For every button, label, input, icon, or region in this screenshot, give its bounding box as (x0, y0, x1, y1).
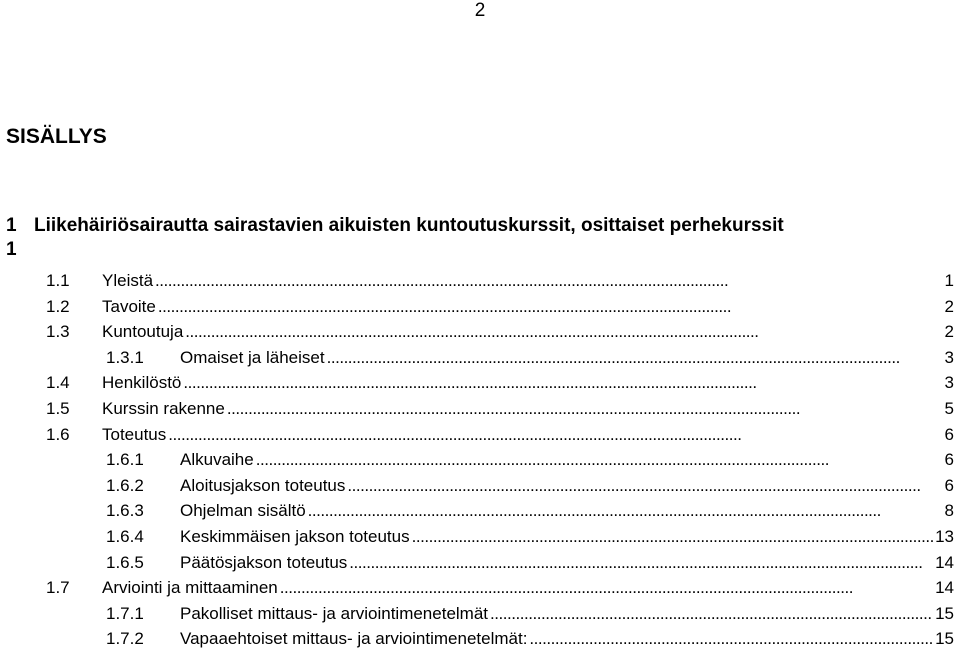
toc-entry-number: 1.6.5 (106, 552, 144, 572)
toc-entry-number: 1.6.2 (106, 475, 144, 495)
toc-entry-number: 1.7 (46, 578, 70, 598)
page-number: 2 (474, 0, 486, 21)
toc-entry[interactable] (0, 500, 960, 526)
toc-entry[interactable] (0, 526, 960, 552)
toc-entry-number: 1.1 (46, 271, 70, 290)
toc-entry-title: Päätösjakson toteutus (180, 552, 348, 572)
toc-entry[interactable] (0, 321, 960, 347)
toc-entry[interactable] (0, 475, 960, 501)
toc-entry-title: Kuntoutuja (102, 322, 184, 342)
toc-entry-number: 1.2 (46, 296, 70, 316)
toc-entry-number: 1.6.4 (106, 526, 144, 546)
toc-entry-page: 14 (935, 552, 954, 572)
toc-entry-number: 1.5 (46, 398, 70, 418)
toc-entry-page: 6 (944, 450, 954, 470)
toc-chapter-1[interactable] (6, 214, 954, 262)
dot-leader (256, 449, 943, 471)
toc-entry-title: Tavoite (102, 296, 156, 316)
dot-leader (155, 270, 943, 292)
toc-entry-number: 1.6.1 (106, 450, 144, 470)
toc-entry[interactable] (0, 577, 960, 603)
toc-entry-number: 1.3 (46, 322, 70, 342)
toc-entry-number: 1.6.3 (106, 501, 144, 521)
toc-heading: SISÄLLYS (6, 125, 107, 148)
toc-entry[interactable] (0, 552, 960, 578)
toc-entry-page: 15 (935, 603, 954, 623)
toc-entry-page: 3 (944, 347, 954, 367)
toc-entry-title: Ohjelman sisältö (180, 501, 306, 521)
chapter-page: 1 (6, 239, 17, 260)
toc-entry[interactable] (0, 424, 960, 450)
dot-leader (412, 526, 933, 548)
toc-entry-title: Alkuvaihe (180, 450, 254, 470)
toc-entry-page: 2 (944, 322, 954, 342)
dot-leader (327, 347, 943, 369)
toc-entry[interactable] (0, 372, 960, 398)
toc-list (0, 270, 960, 654)
toc-entry[interactable] (0, 270, 960, 296)
dot-leader (158, 296, 943, 318)
toc-entry-number: 1.3.1 (106, 347, 144, 367)
toc-entry-page: 13 (935, 526, 954, 546)
dot-leader (227, 398, 943, 420)
toc-entry[interactable] (0, 347, 960, 373)
toc-entry[interactable] (0, 398, 960, 424)
toc-entry-page: 8 (944, 501, 954, 521)
toc-entry[interactable] (0, 603, 960, 629)
dot-leader (185, 321, 942, 343)
toc-entry[interactable] (0, 449, 960, 475)
dot-leader (308, 500, 943, 522)
toc-entry-title: Yleistä (102, 271, 154, 290)
toc-entry-title: Kurssin rakenne (102, 398, 225, 418)
toc-entry-page: 6 (944, 424, 954, 444)
dot-leader (347, 475, 942, 497)
toc-entry-page: 3 (944, 373, 954, 393)
dot-leader (529, 628, 933, 650)
toc-entry-title: Henkilöstö (102, 373, 182, 393)
dot-leader (280, 577, 933, 599)
toc-entry-title: Omaiset ja läheiset (180, 347, 325, 367)
toc-entry-title: Keskimmäisen jakson toteutus (180, 526, 410, 546)
toc-entry-number: 1.4 (46, 373, 70, 393)
toc-entry-page: 15 (935, 629, 954, 649)
toc-entry-title: Pakolliset mittaus- ja arviointimenetelmät (180, 603, 489, 623)
toc-entry-title: Arviointi ja mittaaminen (102, 578, 278, 598)
toc-entry-title: Aloitusjakson toteutus (180, 475, 346, 495)
dot-leader (168, 424, 942, 446)
toc-entry-page: 5 (944, 398, 954, 418)
dot-leader (490, 603, 933, 625)
toc-entry[interactable] (0, 296, 960, 322)
chapter-title: Liikehäiriösairautta sairastavien aikuisten kuntoutuskurssit, osittaiset perhekurssit (34, 215, 784, 236)
toc-entry-title: Vapaaehtoiset mittaus- ja arviointimenetelmät: (180, 629, 528, 649)
chapter-number: 1 (6, 215, 17, 236)
toc-entry-title: Toteutus (102, 424, 167, 444)
toc-entry[interactable] (0, 628, 960, 654)
dot-leader (349, 552, 933, 574)
toc-entry-page: 1 (944, 271, 954, 290)
toc-entry-page: 2 (944, 296, 954, 316)
dot-leader (183, 372, 942, 394)
toc-entry-number: 1.6 (46, 424, 70, 444)
toc-entry-number: 1.7.2 (106, 629, 144, 649)
toc-entry-number: 1.7.1 (106, 603, 144, 623)
toc-entry-page: 6 (944, 475, 954, 495)
toc-entry-page: 14 (935, 578, 954, 598)
